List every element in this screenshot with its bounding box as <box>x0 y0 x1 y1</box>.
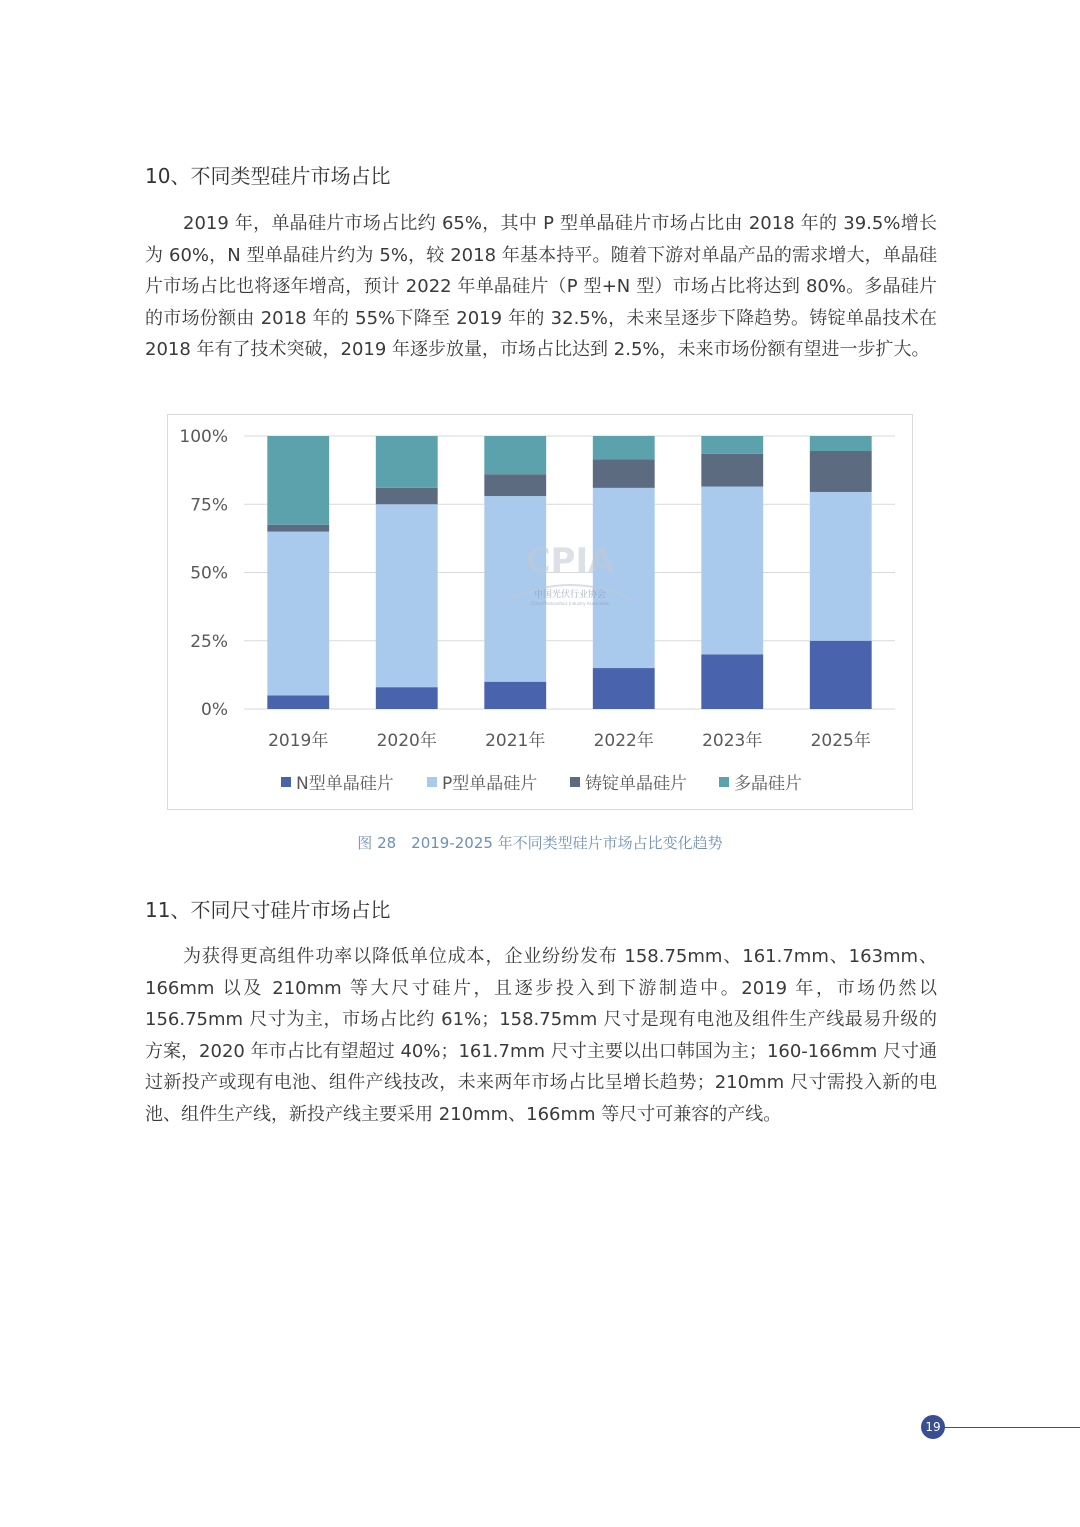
x-tick-label: 2019年 <box>268 731 329 751</box>
x-tick-label: 2025年 <box>810 731 871 751</box>
y-tick-label: 0% <box>201 700 228 720</box>
section-10-heading: 10、不同类型硅片市场占比 <box>145 164 391 188</box>
legend-label: P型单晶硅片 <box>442 774 538 794</box>
bar-segment <box>810 492 872 641</box>
x-tick-label: 2020年 <box>376 731 437 751</box>
figure-caption: 图 28 2019-2025 年不同类型硅片市场占比变化趋势 <box>357 834 723 852</box>
bar-segment <box>376 687 438 709</box>
watermark-subtext-en: China Photovoltaic Industry Association <box>530 601 610 606</box>
x-tick-label: 2022年 <box>593 731 654 751</box>
legend-swatch <box>427 777 437 787</box>
y-tick-label: 50% <box>190 563 228 584</box>
bar-segment <box>267 525 329 532</box>
bar-segment <box>267 436 329 525</box>
bar-segment <box>484 436 546 474</box>
bar-segment <box>701 454 763 487</box>
legend-swatch <box>570 777 580 787</box>
x-tick-label: 2023年 <box>702 731 763 751</box>
bar-segment <box>267 695 329 709</box>
bar-segment <box>701 436 763 454</box>
bar-segment <box>701 654 763 709</box>
page-rule <box>944 1427 1080 1428</box>
bar-segment <box>810 641 872 709</box>
legend-label: 铸锭单晶硅片 <box>585 774 687 794</box>
bar-segment <box>267 532 329 696</box>
bar-segment <box>810 451 872 492</box>
y-tick-label: 75% <box>190 495 228 516</box>
bar-segment <box>484 682 546 709</box>
bar-segment <box>593 436 655 459</box>
bar-segment <box>701 487 763 655</box>
bar-segment <box>376 488 438 504</box>
legend-label: N型单晶硅片 <box>296 774 394 794</box>
stacked-bar-chart <box>168 415 914 811</box>
legend-swatch <box>281 777 291 787</box>
y-tick-label: 100% <box>179 427 228 447</box>
watermark-logo-text: CPIA <box>525 541 615 581</box>
bar-segment <box>484 474 546 496</box>
legend-swatch <box>719 777 729 787</box>
watermark-subtext: 中国光伏行业协会 <box>533 590 607 600</box>
bar-segment <box>376 504 438 687</box>
bar-segment <box>593 668 655 709</box>
bar-segment <box>810 436 872 451</box>
section-11-paragraph: 为获得更高组件功率以降低单位成本，企业纷纷发布 158.75mm、161.7mm、163mm、166mm 以及 210mm 等大尺寸硅片，且逐步投入到下游制造中。2019 年，市场仍然以 156.75mm 尺寸为主，市场占比约 61%；158.75mm 尺寸是现有电池及组件生产线最易升级的方案，2020 年市占比有望超过 40%；161.7mm 尺寸主要以出口韩国为主；160-166mm 尺寸通过新投产或现有电池、组件产线技改，未来两年市场占比呈增长趋势；210mm 尺寸需投入新的电池、组件生产线，新投产线主要采用 210mm、166mm 等尺寸可兼容的产线。 <box>145 946 937 1125</box>
bar-segment <box>593 459 655 488</box>
y-tick-label: 25% <box>190 631 228 652</box>
section-10-paragraph: 2019 年，单晶硅片市场占比约 65%，其中 P 型单晶硅片市场占比由 2018 年的 39.5%增长为 60%，N 型单晶硅片约为 5%，较 2018 年基本持平。随着下游对单晶产品的需求增大，单晶硅片市场占比也将逐年增高，预计 2022 年单晶硅片（P 型+N 型）市场占比将达到 80%。多晶硅片的市场份额由 2018 年的 55%下降至 2019 年的 32.5%，未来呈逐步下降趋势。铸锭单晶技术在 2018 年有了技术突破，2019 年逐步放量，市场占比达到 2.5%，未来市场份额有望进一步扩大。 <box>145 213 937 361</box>
bar-segment <box>376 436 438 488</box>
chart-container <box>167 414 913 810</box>
legend-label: 多晶硅片 <box>734 774 802 794</box>
x-tick-label: 2021年 <box>485 731 546 751</box>
page-number: 19 <box>921 1415 945 1439</box>
section-11-heading: 11、不同尺寸硅片市场占比 <box>145 898 391 922</box>
